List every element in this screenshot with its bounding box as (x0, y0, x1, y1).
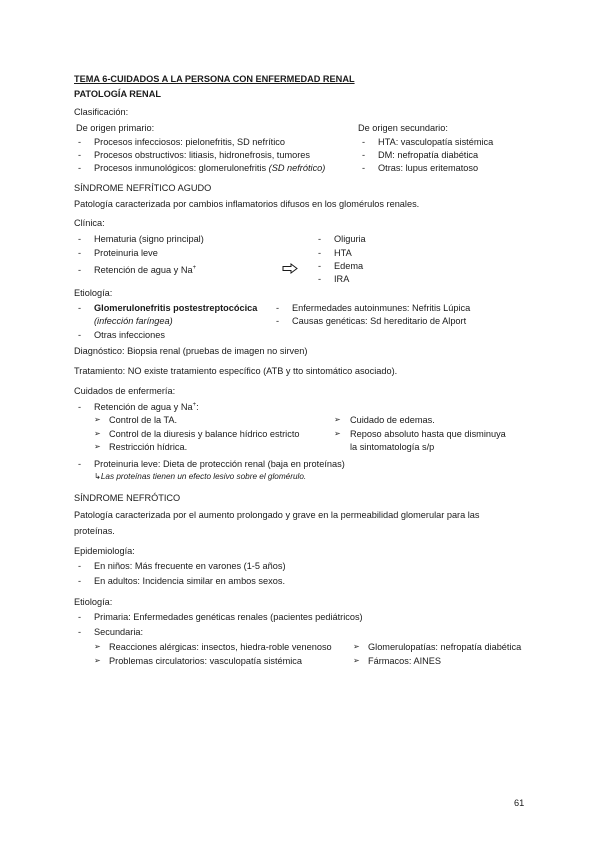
list-item: HTA: vasculopatía sistémica (378, 137, 494, 147)
epidemiologia-label: Epidemiología: (74, 546, 135, 556)
dash-bullet: - (276, 316, 280, 326)
dash-bullet: - (78, 576, 82, 586)
list-item: Edema (334, 261, 364, 271)
dash-bullet: - (78, 627, 82, 637)
arrowhead-bullet-icon: ➢ (334, 429, 341, 438)
clinica-label: Clínica: (74, 218, 105, 228)
list-item: Procesos obstructivos: litiasis, hidronefrosis, tumores (94, 150, 310, 160)
list-item: Retención de agua y Na+: (94, 402, 199, 413)
dash-bullet: - (276, 303, 280, 313)
list-item: Proteinuria leve: Dieta de protección renal (baja en proteínas) (94, 459, 345, 469)
arrowhead-bullet-icon: ➢ (94, 656, 101, 665)
dash-bullet: - (78, 234, 82, 244)
list-item-continuation: la sintomatología s/p (350, 442, 435, 452)
list-item: Reacciones alérgicas: insectos, hiedra-roble venenoso (109, 642, 332, 652)
arrowhead-bullet-icon: ➢ (94, 429, 101, 438)
list-item: Causas genéticas: Sd hereditario de Alport (292, 316, 467, 326)
list-item: Proteinuria leve (94, 248, 158, 258)
arrowhead-bullet-icon: ➢ (94, 642, 101, 651)
clasificacion-label: Clasificación: (74, 107, 129, 117)
primary-header: De origen primario: (76, 123, 155, 133)
dash-bullet: - (362, 163, 366, 173)
list-item: Cuidado de edemas. (350, 415, 435, 425)
list-item: Otras: lupus eritematoso (378, 163, 479, 173)
dash-bullet: - (318, 248, 322, 258)
list-item: Glomerulonefritis postestreptocócica (94, 303, 258, 313)
list-item: Procesos inmunológicos: glomerulonefritis (SD nefrótico) (94, 163, 326, 173)
dash-bullet: - (78, 163, 82, 173)
dash-bullet: - (78, 459, 82, 469)
list-item: Oliguria (334, 234, 366, 244)
nefrotico-description-line2: proteínas. (74, 526, 115, 536)
list-item-note: (infección faríngea) (94, 316, 173, 326)
dash-bullet: - (78, 561, 82, 571)
dash-bullet: - (362, 137, 366, 147)
list-item: Restricción hídrica. (109, 442, 188, 452)
list-item: Otras infecciones (94, 330, 165, 340)
list-item: Reposo absoluto hasta que disminuya (350, 429, 506, 439)
arrowhead-bullet-icon: ➢ (94, 442, 101, 451)
dash-bullet: - (78, 150, 82, 160)
dash-bullet: - (318, 274, 322, 284)
secondary-header: De origen secundario: (358, 123, 448, 133)
list-item: Hematuria (signo principal) (94, 234, 204, 244)
arrowhead-bullet-icon: ➢ (94, 415, 101, 424)
dash-bullet: - (362, 150, 366, 160)
nefritico-heading: SÍNDROME NEFRÍTICO AGUDO (74, 183, 212, 193)
tratamiento-text: Tratamiento: NO existe tratamiento específico (ATB y tto sintomático asociado). (74, 366, 398, 376)
proteinuria-note: ↳Las proteínas tienen un efecto lesivo sobre el glomérulo. (94, 472, 307, 481)
dash-bullet: - (78, 248, 82, 258)
dash-bullet: - (78, 612, 82, 622)
list-item: Secundaria: (94, 627, 144, 637)
dash-bullet: - (78, 265, 82, 275)
list-item: En adultos: Incidencia similar en ambos sexos. (94, 576, 285, 586)
list-item: En niños: Más frecuente en varones (1-5 años) (94, 561, 286, 571)
list-item: Procesos infecciosos: pielonefritis, SD nefrítico (94, 137, 285, 147)
list-item: Control de la TA. (109, 415, 178, 425)
list-item: HTA (334, 248, 352, 258)
list-item: Problemas circulatorios: vasculopatía sistémica (109, 656, 303, 666)
dash-bullet: - (318, 234, 322, 244)
page-title: TEMA 6-CUIDADOS A LA PERSONA CON ENFERMEDAD RENAL (74, 74, 355, 84)
list-item: DM: nefropatía diabética (378, 150, 479, 160)
list-item: IRA (334, 274, 350, 284)
list-item: Primaria: Enfermedades genéticas renales (pacientes pediátricos) (94, 612, 363, 622)
etiologia-label: Etiología: (74, 288, 113, 298)
nefrotico-heading: SÍNDROME NEFRÓTICO (74, 493, 181, 503)
list-item: Control de la diuresis y balance hídrico estricto (109, 429, 300, 439)
list-item: Retención de agua y Na+ (94, 265, 197, 276)
list-item: Enfermedades autoinmunes: Nefritis Lúpica (292, 303, 471, 313)
dash-bullet: - (78, 137, 82, 147)
arrowhead-bullet-icon: ➢ (334, 415, 341, 424)
list-item: Fármacos: AINES (368, 656, 442, 666)
arrowhead-bullet-icon: ➢ (353, 642, 360, 651)
implies-arrow-icon (282, 263, 298, 274)
nefritico-description: Patología caracterizada por cambios inflamatorios difusos en los glomérulos renales. (74, 199, 420, 209)
hook-arrow-icon: ↳ (94, 472, 101, 481)
page-number: 61 (514, 798, 525, 808)
dash-bullet: - (78, 330, 82, 340)
section-heading: PATOLOGÍA RENAL (74, 89, 161, 99)
dash-bullet: - (78, 402, 82, 412)
dash-bullet: - (318, 261, 322, 271)
list-item: Glomerulopatías: nefropatía diabética (368, 642, 522, 652)
cuidados-label: Cuidados de enfermería: (74, 386, 176, 396)
diagnostico-text: Diagnóstico: Biopsia renal (pruebas de imagen no sirven) (74, 346, 308, 356)
dash-bullet: - (78, 303, 82, 313)
nefrotico-description-line1: Patología caracterizada por el aumento prolongado y grave en la permeabilidad glomerular para las (74, 510, 480, 520)
etiologia-label: Etiología: (74, 597, 113, 607)
arrowhead-bullet-icon: ➢ (353, 656, 360, 665)
